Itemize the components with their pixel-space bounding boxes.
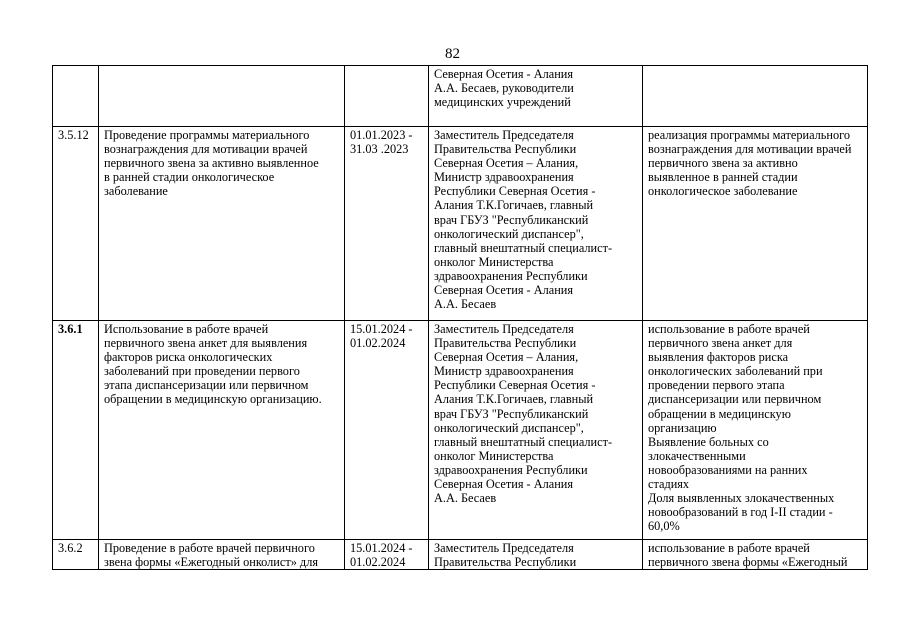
responsible-cell: Заместитель Председателя Правительства Республики Северная Осетия – Алания, Министр здравоохранения Республики Северная Осетия - Алания Т.К.Гогичаев, главный врач ГБУЗ "Республиканский онкологический диспансер", главный внештатный специалист- онколог Министерства здравоохранения Республики Северная Осетия - Алания А.А. Бесаев: [429, 321, 643, 540]
activity-cell: [99, 66, 345, 127]
activity-cell: Проведение в работе врачей первичного звена формы «Ежегодный онколист» для: [99, 540, 345, 570]
activity-cell: Проведение программы материального вознаграждения для мотивации врачей первичного звена за активно выявленное в ранней стадии онкологическое заболевание: [99, 127, 345, 321]
row-number-cell: 3.5.12: [53, 127, 99, 321]
result-cell: использование в работе врачей первичного звена формы «Ежегодный: [643, 540, 868, 570]
result-cell: реализация программы материального вознаграждения для мотивации врачей первичного звена за активно выявленное в ранней стадии онкологическое заболевание: [643, 127, 868, 321]
result-cell: использование в работе врачей первичного звена анкет для выявления факторов риска онкологических заболеваний при проведении первого этапа диспансеризации или первичном обращении в медицинскую организацию Выявление больных со злокачественными новообразованиями на ранних стадиях Доля выявленных злокачественных новообразований в год I-II стадии - 60,0%: [643, 321, 868, 540]
table-row: [53, 540, 868, 570]
responsible-cell: Северная Осетия - Алания А.А. Бесаев, руководители медицинских учреждений: [429, 66, 643, 127]
row-number-cell: [53, 66, 99, 127]
table-row: [53, 321, 868, 540]
dates-cell: 15.01.2024 - 01.02.2024: [345, 540, 429, 570]
measures-table: [52, 65, 868, 570]
table-row: [53, 66, 868, 127]
dates-cell: 01.01.2023 - 31.03 .2023: [345, 127, 429, 321]
dates-cell: [345, 66, 429, 127]
responsible-cell: Заместитель Председателя Правительства Республики Северная Осетия – Алания, Министр здравоохранения Республики Северная Осетия - Алания Т.К.Гогичаев, главный врач ГБУЗ "Республиканский онкологический диспансер", главный внештатный специалист- онколог Министерства здравоохранения Республики Северная Осетия - Алания А.А. Бесаев: [429, 127, 643, 321]
table-row: [53, 127, 868, 321]
row-number-cell: 3.6.1: [53, 321, 99, 540]
activity-cell: Использование в работе врачей первичного звена анкет для выявления факторов риска онкологических заболеваний при проведении первого этапа диспансеризации или первичном обращении в медицинскую организацию.: [99, 321, 345, 540]
dates-cell: 15.01.2024 - 01.02.2024: [345, 321, 429, 540]
responsible-cell: Заместитель Председателя Правительства Республики: [429, 540, 643, 570]
row-number-cell: 3.6.2: [53, 540, 99, 570]
page-number: 82: [445, 46, 460, 62]
result-cell: [643, 66, 868, 127]
